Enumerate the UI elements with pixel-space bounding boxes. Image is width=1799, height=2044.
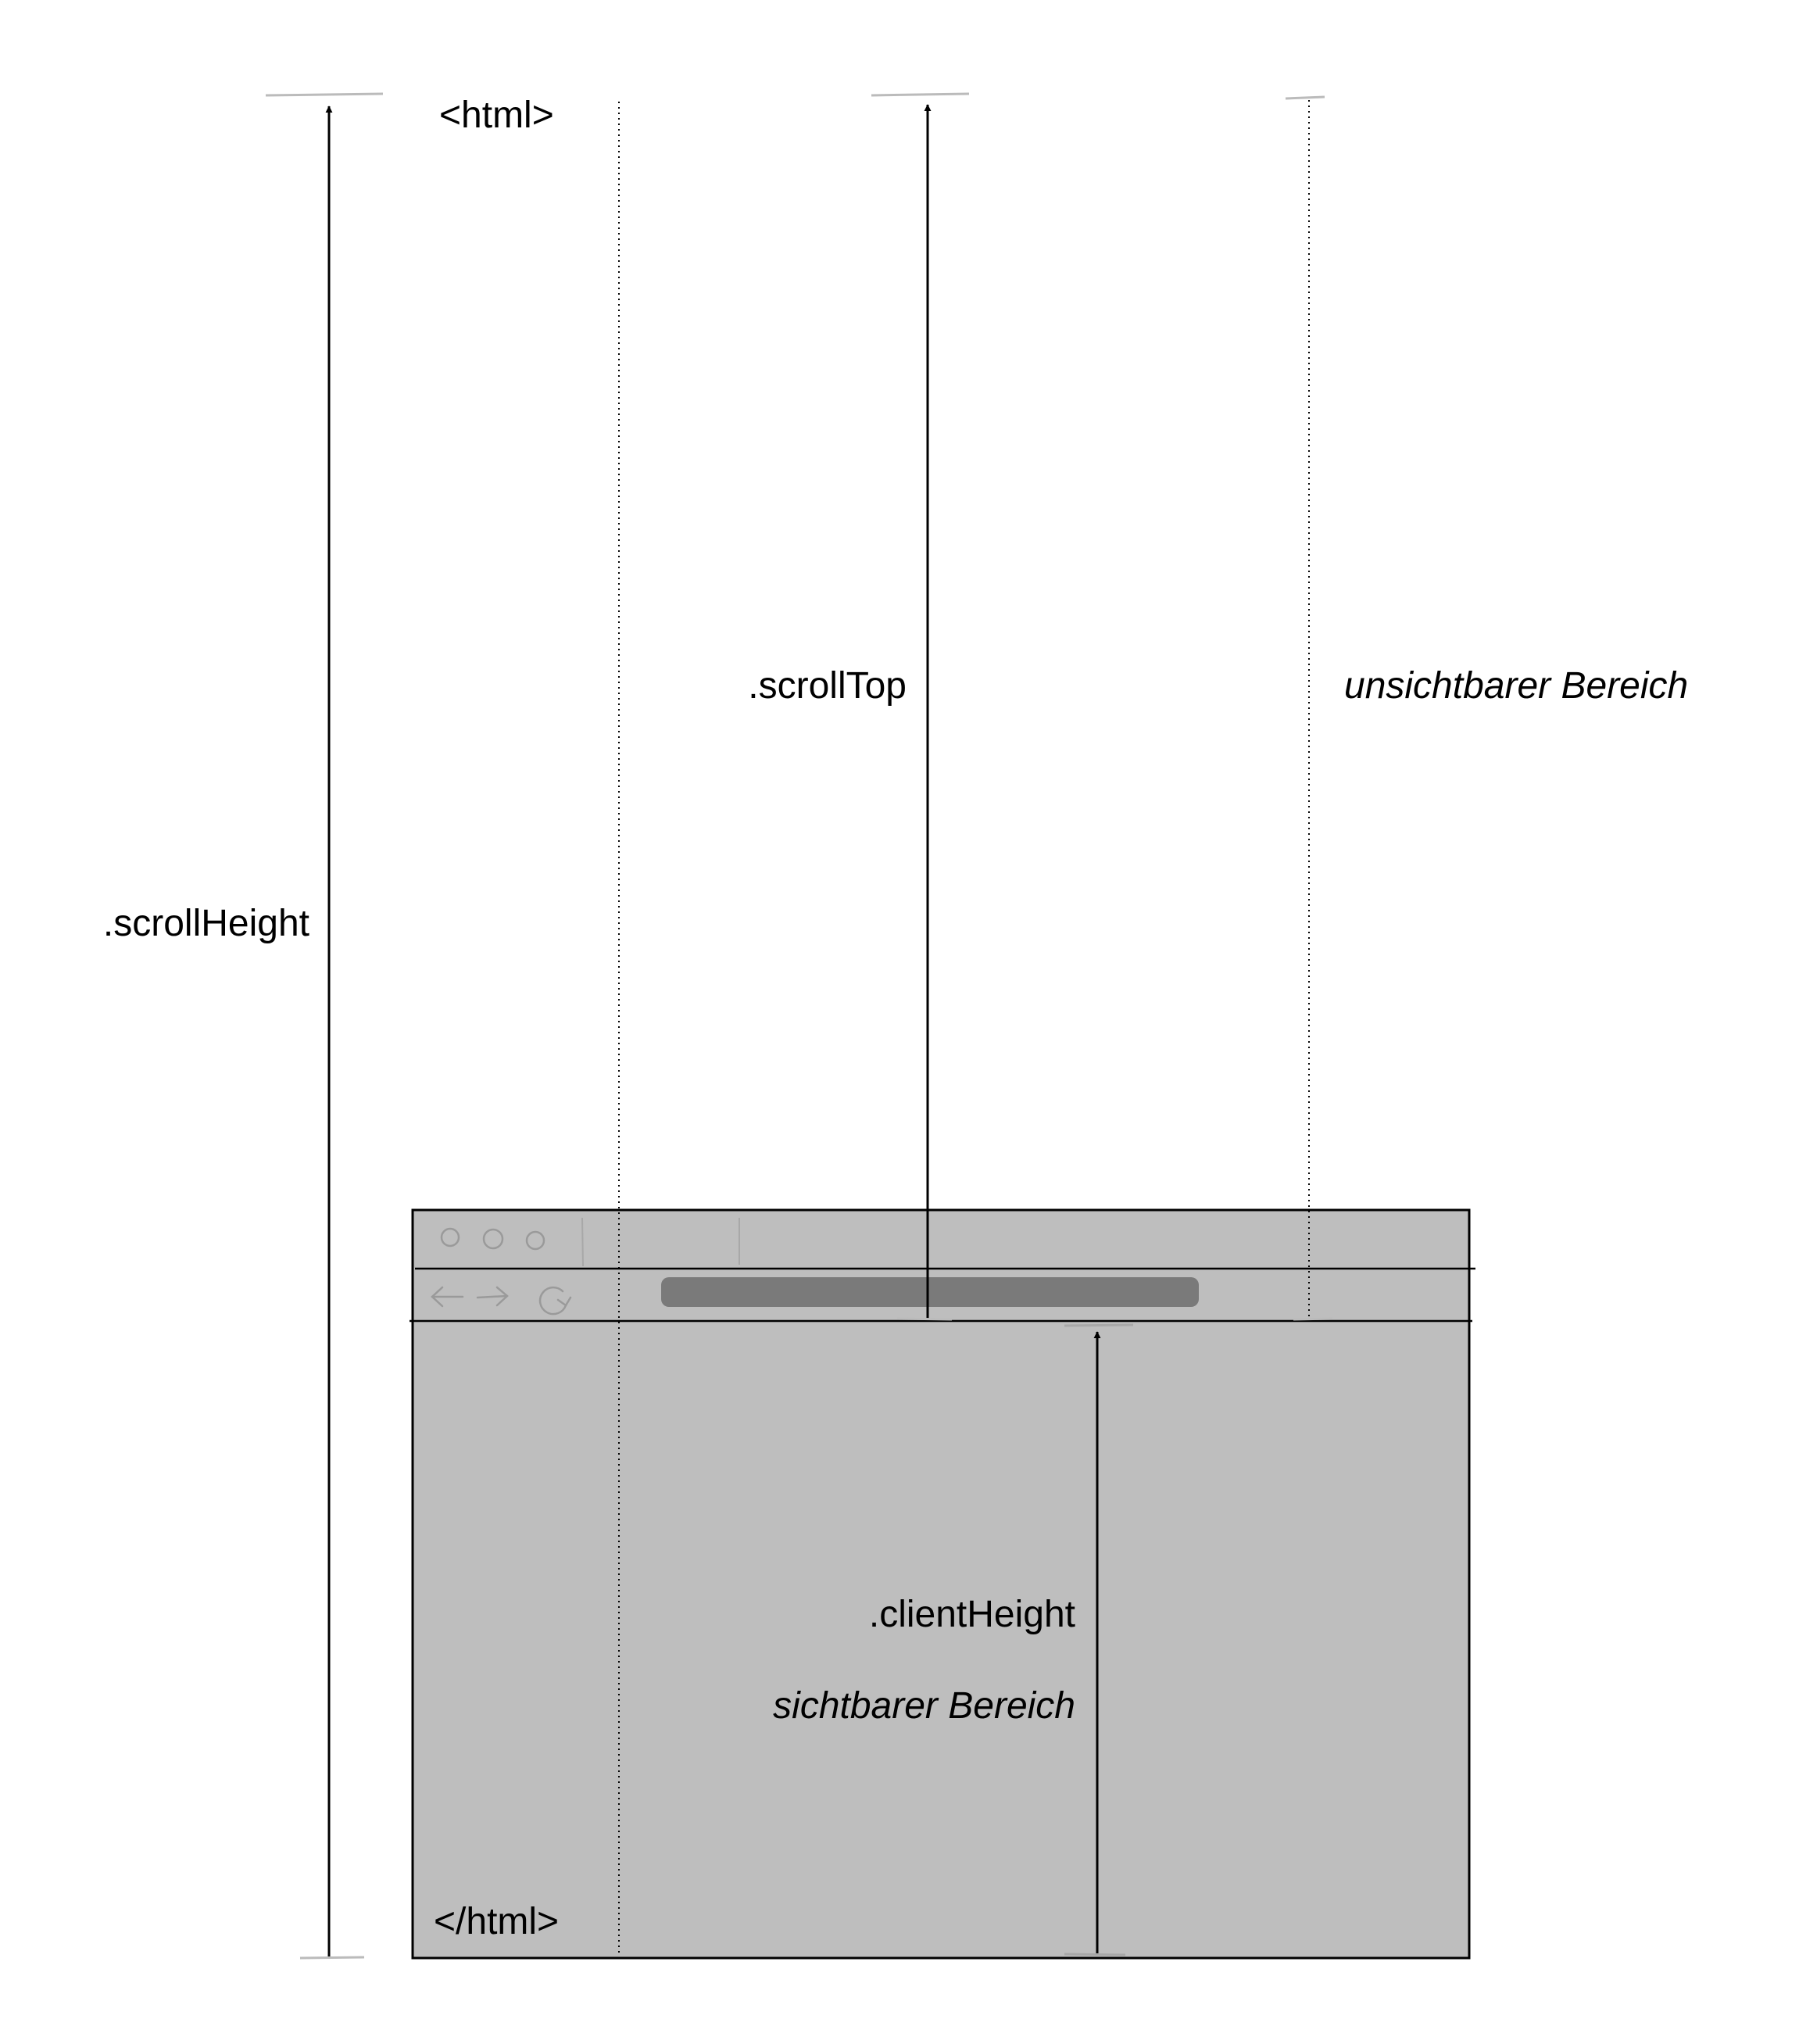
scroll-height-bottom-tick (300, 1957, 364, 1958)
visible-area-label: sichtbarer Bereich (773, 1685, 1075, 1727)
tab-divider (582, 1218, 583, 1266)
browser-window (410, 1210, 1475, 1958)
browser-window-frame (413, 1210, 1469, 1958)
scroll-top-label: .scrollTop (748, 665, 907, 707)
client-height-label: .clientHeight (868, 1594, 1075, 1635)
scroll-height-label: .scrollHeight (102, 903, 309, 944)
client-height-top-tick (1064, 1325, 1133, 1326)
invisible-area-top-tick (1286, 97, 1325, 98)
html-open-tag: <html> (439, 95, 554, 136)
scroll-height-top-tick (266, 94, 383, 95)
client-height-bottom-tick (1064, 1954, 1125, 1955)
invisible-area-label: unsichtbarer Bereich (1344, 665, 1689, 707)
html-close-tag: </html> (434, 1901, 560, 1942)
scroll-height-arrow (266, 94, 383, 1958)
scroll-top-top-tick (871, 94, 969, 95)
scroll-top-arrow (871, 94, 969, 1319)
address-bar (661, 1277, 1199, 1307)
